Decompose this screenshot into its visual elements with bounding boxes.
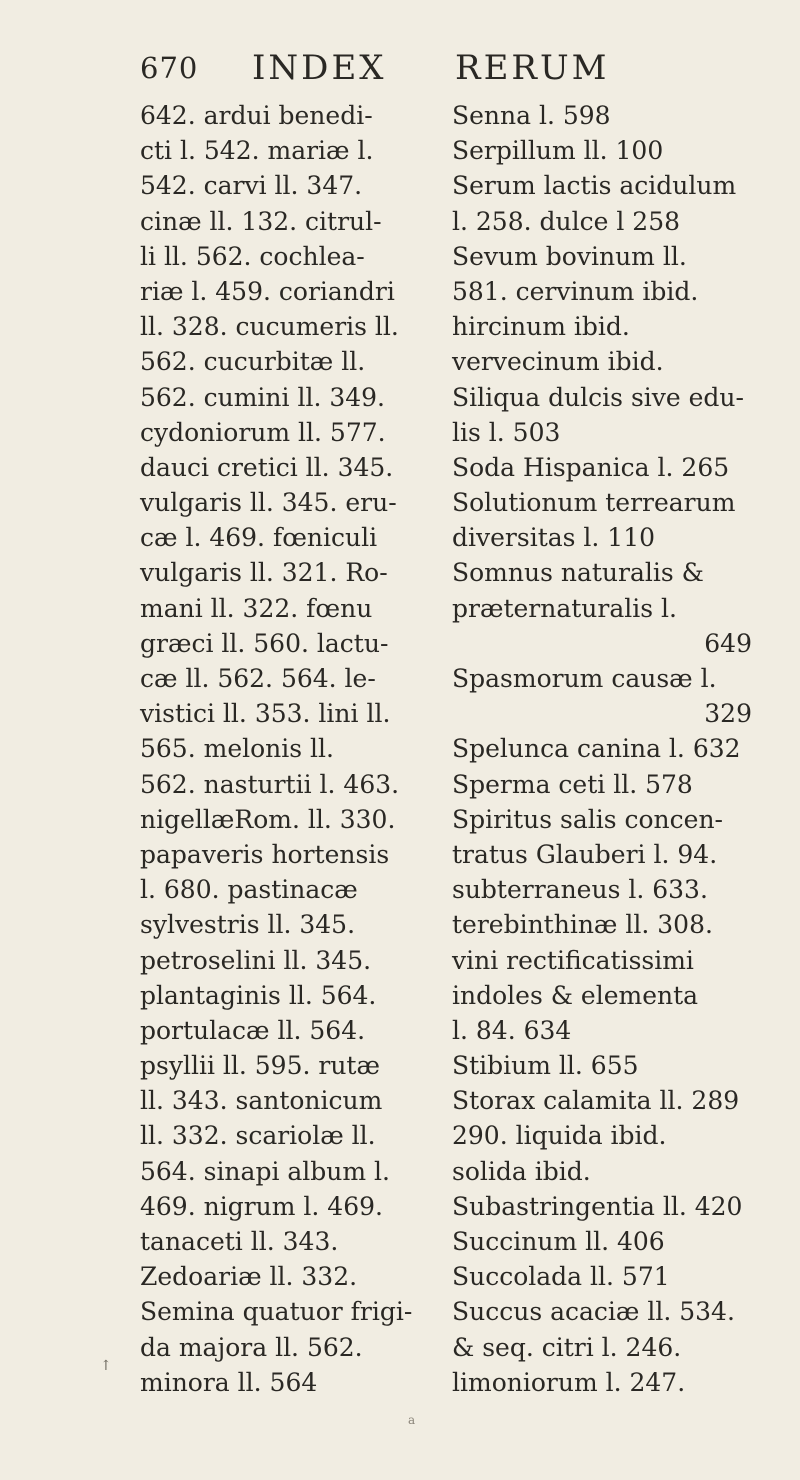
left-index-line: 469. nigrum l. 469. <box>140 1191 383 1221</box>
right-index-line: 581. cervinum ibid. <box>452 276 699 306</box>
right-index-line: 329 <box>704 699 752 729</box>
left-index-line: 642. ardui benedi- <box>140 101 373 130</box>
left-index-line: vulgaris ll. 321. Ro- <box>140 558 388 588</box>
left-index-line: 562. cumini ll. 349. <box>140 382 386 412</box>
right-index-line: Sevum bovinum ll. <box>452 241 687 271</box>
left-index-line: cydoniorum ll. 577. <box>140 417 386 447</box>
header-title-left: INDEX <box>252 48 387 88</box>
right-index-line: hircinum ibid. <box>452 312 630 342</box>
left-index-line: portulacæ ll. 564. <box>140 1015 366 1045</box>
right-index-line: Serum lactis acidulum <box>452 171 737 201</box>
left-index-line: cti l. 542. mariæ l. <box>140 136 374 166</box>
left-index-line: 564. sinapi album l. <box>140 1156 390 1186</box>
left-index-line: nigellæRom. ll. 330. <box>140 804 396 834</box>
right-index-column <box>452 98 752 1400</box>
right-index-line: terebinthinæ ll. 308. <box>452 910 713 940</box>
right-index-line: Sperma ceti ll. 578 <box>452 769 693 799</box>
right-index-line: Senna l. 598 <box>452 101 611 130</box>
right-index-line: Storax calamita ll. 289 <box>452 1086 740 1116</box>
left-index-line: 565. melonis ll. <box>140 734 334 764</box>
left-index-line: petroselini ll. 345. <box>140 945 372 975</box>
left-index-line: plantaginis ll. 564. <box>140 980 377 1010</box>
left-index-line: cæ l. 469. fœniculi <box>140 523 378 553</box>
left-index-line: vistici ll. 353. lini ll. <box>140 699 391 729</box>
right-index-line: subterraneus l. 633. <box>452 875 708 905</box>
right-index-line: Spelunca canina l. 632 <box>452 734 741 764</box>
right-index-line: 649 <box>704 628 752 658</box>
left-index-line: cinæ ll. 132. citrul- <box>140 206 382 236</box>
right-index-line: Serpillum ll. 100 <box>452 136 664 166</box>
page-number: 670 <box>140 51 199 85</box>
left-index-line: mani ll. 322. fœnu <box>140 593 373 623</box>
right-index-line: præternaturalis l. <box>452 593 677 623</box>
left-index-column <box>140 98 430 1400</box>
left-index-line: minora ll. 564 <box>140 1367 318 1397</box>
right-index-line: Succolada ll. 571 <box>452 1262 670 1292</box>
left-index-line: ll. 343. santonicum <box>140 1086 383 1116</box>
left-index-line: l. 680. pastinacæ <box>140 875 358 905</box>
left-index-line: 562. cucurbitæ ll. <box>140 347 366 377</box>
right-index-line: vini rectificatissimi <box>452 945 694 975</box>
left-index-line: dauci cretici ll. 345. <box>140 452 394 482</box>
left-index-line: da majora ll. 562. <box>140 1332 363 1362</box>
left-index-line: riæ l. 459. coriandri <box>140 276 395 306</box>
right-index-line: tratus Glauberi l. 94. <box>452 839 718 869</box>
left-index-line: Semina quatuor frigi- <box>140 1297 413 1327</box>
margin-mark: ↑ <box>100 1358 112 1374</box>
right-index-line: 290. liquida ibid. <box>452 1121 667 1151</box>
right-index-line: solida ibid. <box>452 1156 591 1186</box>
right-index-line: l. 84. 634 <box>452 1015 572 1045</box>
right-index-line: indoles & elementa <box>452 980 699 1010</box>
signature-mark: a <box>408 1413 416 1427</box>
right-index-line: Spasmorum causæ l. <box>452 664 717 693</box>
left-index-line: 562. nasturtii l. 463. <box>140 769 400 799</box>
left-index-line: psyllii ll. 595. rutæ <box>140 1051 380 1081</box>
right-index-line: Stibium ll. 655 <box>452 1051 639 1081</box>
right-index-line: l. 258. dulce l 258 <box>452 206 681 236</box>
left-index-line: sylvestris ll. 345. <box>140 910 356 940</box>
left-index-line: li ll. 562. cochlea- <box>140 241 365 271</box>
left-index-line: tanaceti ll. 343. <box>140 1227 339 1256</box>
right-index-line: Succus acaciæ ll. 534. <box>452 1297 735 1327</box>
left-index-line: Zedoariæ ll. 332. <box>140 1262 358 1292</box>
header-title-right: RERUM <box>455 48 610 88</box>
right-index-line: diversitas l. 110 <box>452 523 656 553</box>
right-index-line: Siliqua dulcis sive edu- <box>452 382 744 412</box>
right-index-line: vervecinum ibid. <box>452 347 664 377</box>
left-index-line: vulgaris ll. 345. eru- <box>140 488 397 518</box>
left-index-line: græci ll. 560. lactu- <box>140 628 389 658</box>
left-index-line: 542. carvi ll. 347. <box>140 171 363 201</box>
left-index-line: papaveris hortensis <box>140 839 390 869</box>
right-index-line: Spiritus salis concen- <box>452 804 723 834</box>
left-index-line: ll. 332. scariolæ ll. <box>140 1121 376 1151</box>
left-index-line: ll. 328. cucumeris ll. <box>140 312 399 342</box>
right-index-line: lis l. 503 <box>452 417 561 447</box>
right-index-line: & seq. citri l. 246. <box>452 1332 682 1362</box>
right-index-line: Somnus naturalis & <box>452 558 704 588</box>
right-index-line: Soda Hispanica l. 265 <box>452 452 730 482</box>
right-index-line: Solutionum terrearum <box>452 488 736 518</box>
right-index-line: limoniorum l. 247. <box>452 1367 686 1397</box>
right-index-line: Subastringentia ll. 420 <box>452 1191 743 1221</box>
right-index-line: Succinum ll. 406 <box>452 1227 665 1256</box>
left-index-line: cæ ll. 562. 564. le- <box>140 664 376 693</box>
